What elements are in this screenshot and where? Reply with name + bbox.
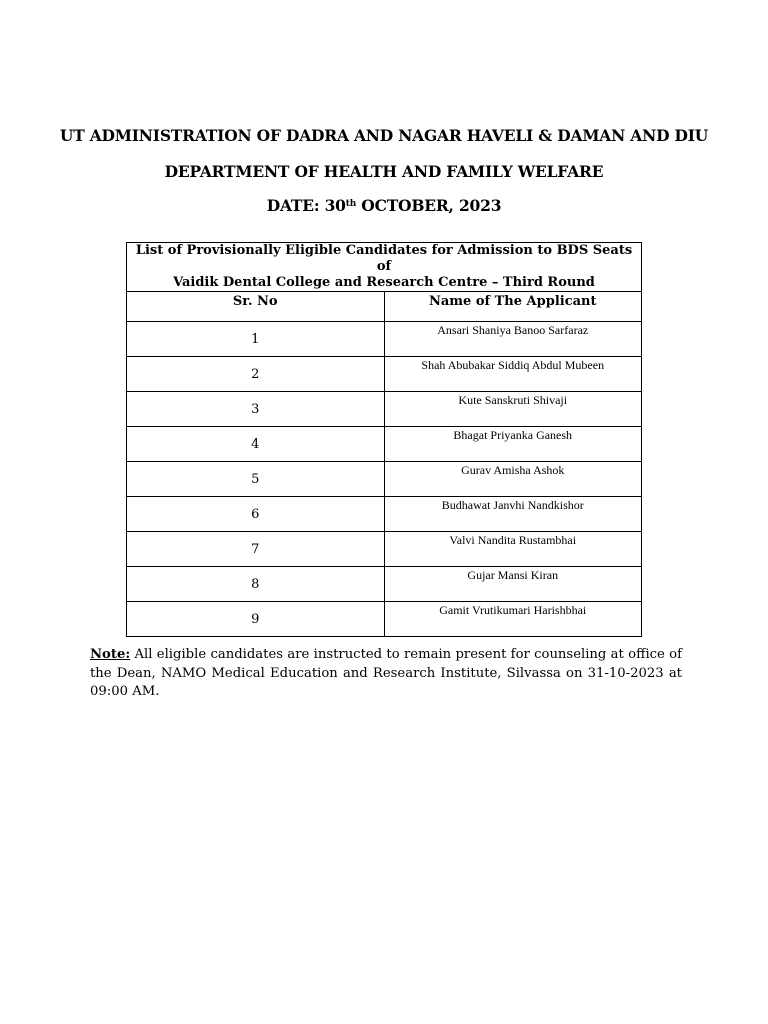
- serial-number-cell: 4: [127, 427, 385, 462]
- table-row: [127, 567, 642, 602]
- note-paragraph: [90, 646, 682, 702]
- applicant-name-cell: Ansari Shaniya Banoo Sarfaraz: [384, 322, 642, 357]
- table-body: [127, 322, 642, 637]
- serial-number-cell: 2: [127, 357, 385, 392]
- note-label: Note:: [90, 647, 131, 662]
- applicant-name-cell: Valvi Nandita Rustambhai: [384, 532, 642, 567]
- header-department: DEPARTMENT OF HEALTH AND FAMILY WELFARE: [164, 162, 604, 181]
- date-rest: OCTOBER, 2023: [356, 196, 502, 215]
- table-row: [127, 357, 642, 392]
- date-suffix: th: [345, 199, 357, 209]
- applicant-name-cell: Gujar Mansi Kiran: [384, 567, 642, 602]
- table-row: [127, 462, 642, 497]
- caption-line-2: Vaidik Dental College and Research Centre – Third Round: [173, 275, 595, 290]
- column-header-name: Name of The Applicant: [384, 292, 642, 322]
- applicant-name-cell: Gamit Vrutikumari Harishbhai: [384, 602, 642, 637]
- candidates-table: [126, 242, 642, 637]
- applicant-name-cell: Gurav Amisha Ashok: [384, 462, 642, 497]
- serial-number-cell: 6: [127, 497, 385, 532]
- table-row: [127, 497, 642, 532]
- table-caption: [127, 243, 642, 292]
- applicant-name-cell: Shah Abubakar Siddiq Abdul Mubeen: [384, 357, 642, 392]
- note-text: All eligible candidates are instructed to remain present for counseling at office of the Dean, NAMO Medical Education and Research Institute, Silvassa on 31-10-2023 at 09:00 AM.: [90, 647, 682, 699]
- table-row: [127, 532, 642, 567]
- table-header-row: [127, 292, 642, 322]
- table-row: [127, 602, 642, 637]
- caption-line-1: List of Provisionally Eligible Candidates for Admission to BDS Seats of: [135, 243, 633, 274]
- column-header-sr-no: Sr. No: [127, 292, 385, 322]
- table-row: [127, 322, 642, 357]
- header-date: [0, 196, 768, 215]
- applicant-name-cell: Budhawat Janvhi Nandkishor: [384, 497, 642, 532]
- applicant-name-cell: Bhagat Priyanka Ganesh: [384, 427, 642, 462]
- header-administration: UT ADMINISTRATION OF DADRA AND NAGAR HAVELI & DAMAN AND DIU: [59, 126, 709, 145]
- table-row: [127, 392, 642, 427]
- serial-number-cell: 7: [127, 532, 385, 567]
- table-caption-row: [127, 243, 642, 292]
- date-prefix: DATE: 30: [266, 196, 346, 215]
- serial-number-cell: 5: [127, 462, 385, 497]
- serial-number-cell: 8: [127, 567, 385, 602]
- serial-number-cell: 9: [127, 602, 385, 637]
- serial-number-cell: 1: [127, 322, 385, 357]
- table-row: [127, 427, 642, 462]
- serial-number-cell: 3: [127, 392, 385, 427]
- applicant-name-cell: Kute Sanskruti Shivaji: [384, 392, 642, 427]
